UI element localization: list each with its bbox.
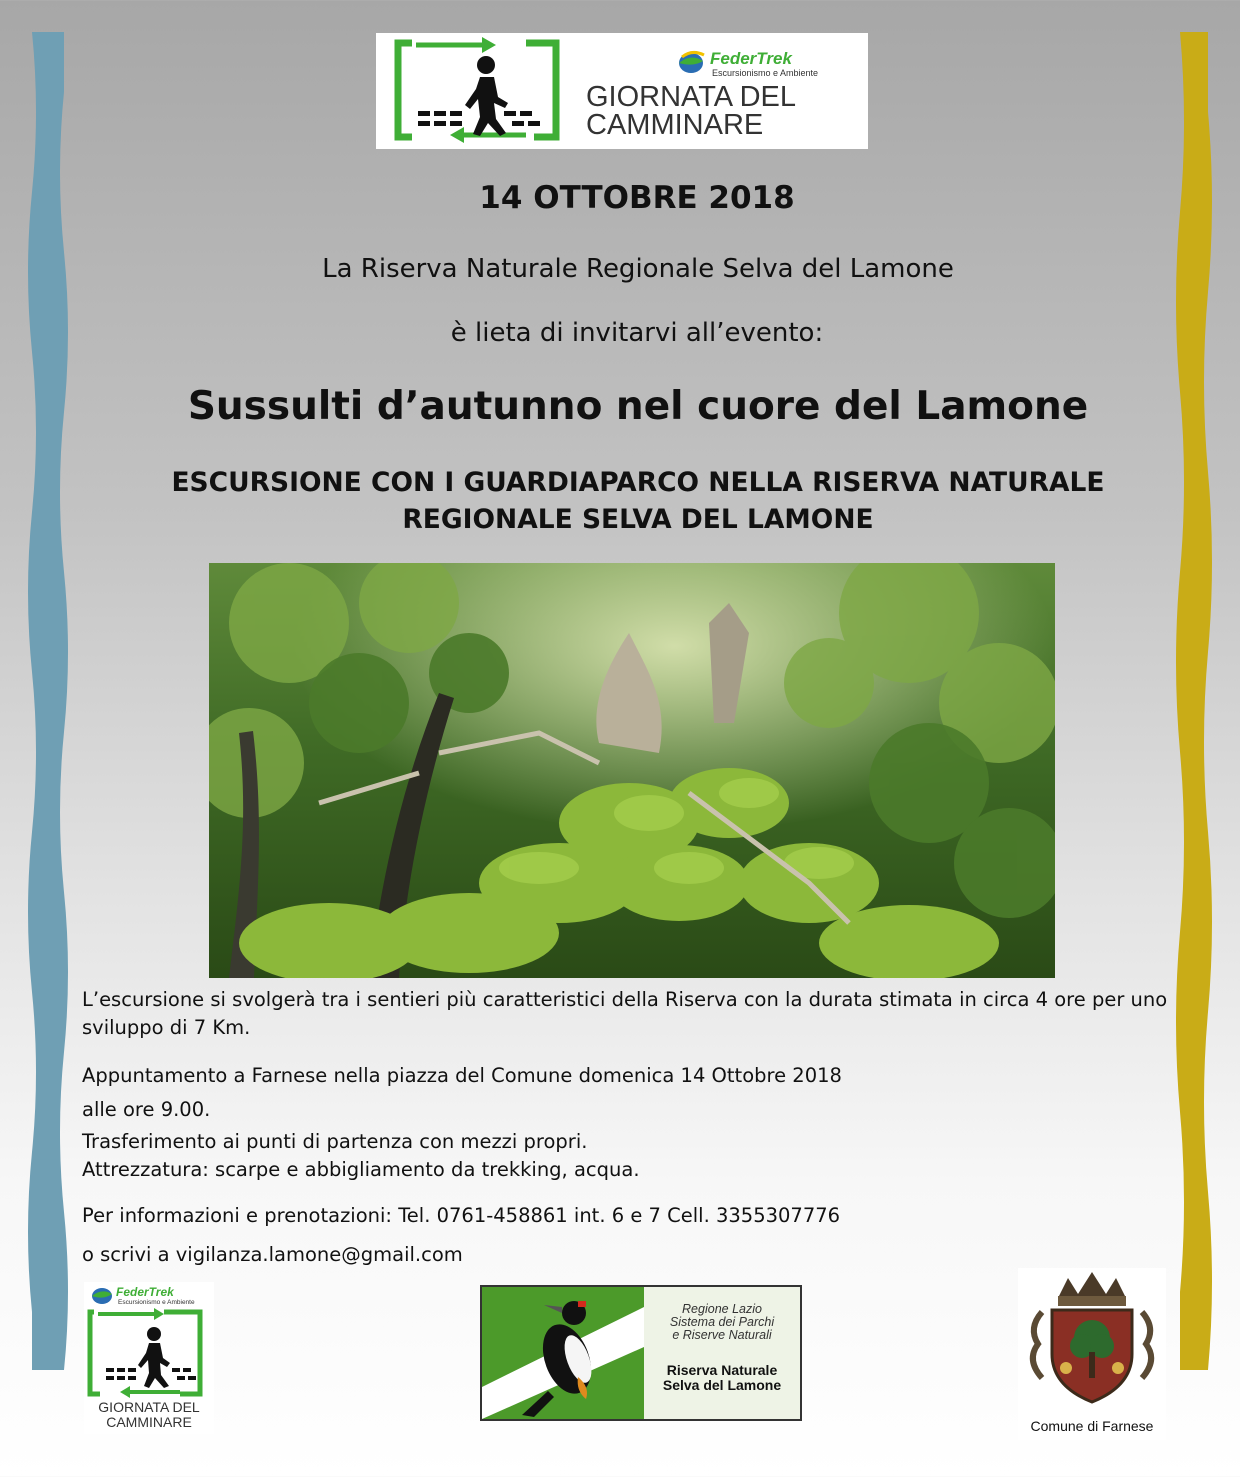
meeting-time-text: alle ore 9.00. [82, 1098, 211, 1121]
footer-logo-selva-del-lamone [480, 1285, 802, 1421]
riserva-name-text: Riserva Naturale Selva del Lamone [662, 1362, 782, 1393]
event-date: 14 OTTOBRE 2018 [479, 180, 795, 216]
footer-federtrek-subtitle: Escursionismo e Ambiente [118, 1299, 195, 1306]
header-logo-title: GIORNATA DEL CAMMINARE [586, 81, 797, 141]
event-title: Sussulti d’autunno nel cuore del Lamone [187, 384, 1089, 429]
footer-federtrek-brand: FederTrek [116, 1285, 174, 1299]
coat-of-arms-icon [1018, 1268, 1166, 1408]
footer-logo-comune-di-farnese [1018, 1268, 1166, 1440]
description-paragraph: L’escursione si svolgerà tra i sentieri più caratteristici della Riserva con la durata stimata in circa 4 ore per uno sviluppo di 7 Km. [82, 988, 1168, 1039]
comune-caption: Comune di Farnese [1030, 1418, 1154, 1434]
footer-logo-giornata-del-camminare [84, 1282, 214, 1434]
equipment-text: Attrezzatura: scarpe e abbigliamento da trekking, acqua. [82, 1158, 640, 1181]
woodpecker-icon [482, 1287, 644, 1419]
forest-photo [209, 563, 1055, 978]
header-logo-giornata-del-camminare [376, 33, 868, 149]
header-federtrek-subtitle: Escursionismo e Ambiente [712, 68, 819, 78]
regione-lazio-text: Regione Lazio Sistema dei Parchi e Riserve Naturali [669, 1302, 775, 1342]
intro-line-2: è lieta di invitarvi all’evento: [450, 318, 824, 348]
contact-phone-text: Per informazioni e prenotazioni: Tel. 0761-458861 int. 6 e 7 Cell. 3355307776 [82, 1204, 841, 1227]
event-subtitle: ESCURSIONE CON I GUARDIAPARCO NELLA RISERVA NATURALE REGIONALE SELVA DEL LAMONE [171, 467, 1105, 535]
right-decorative-strip [1176, 32, 1212, 1370]
meeting-point-text: Appuntamento a Farnese nella piazza del Comune domenica 14 Ottobre 2018 [82, 1064, 842, 1087]
transfer-text: Trasferimento ai punti di partenza con mezzi propri. [82, 1130, 588, 1153]
footer-logo-title: GIORNATA DEL CAMMINARE [98, 1399, 200, 1430]
intro-line-1: La Riserva Naturale Regionale Selva del Lamone [322, 254, 954, 284]
header-federtrek-brand: FederTrek [710, 49, 792, 68]
contact-email-text: o scrivi a vigilanza.lamone@gmail.com [82, 1243, 463, 1266]
left-decorative-strip [28, 32, 68, 1370]
forest-photo-image [209, 563, 1055, 978]
